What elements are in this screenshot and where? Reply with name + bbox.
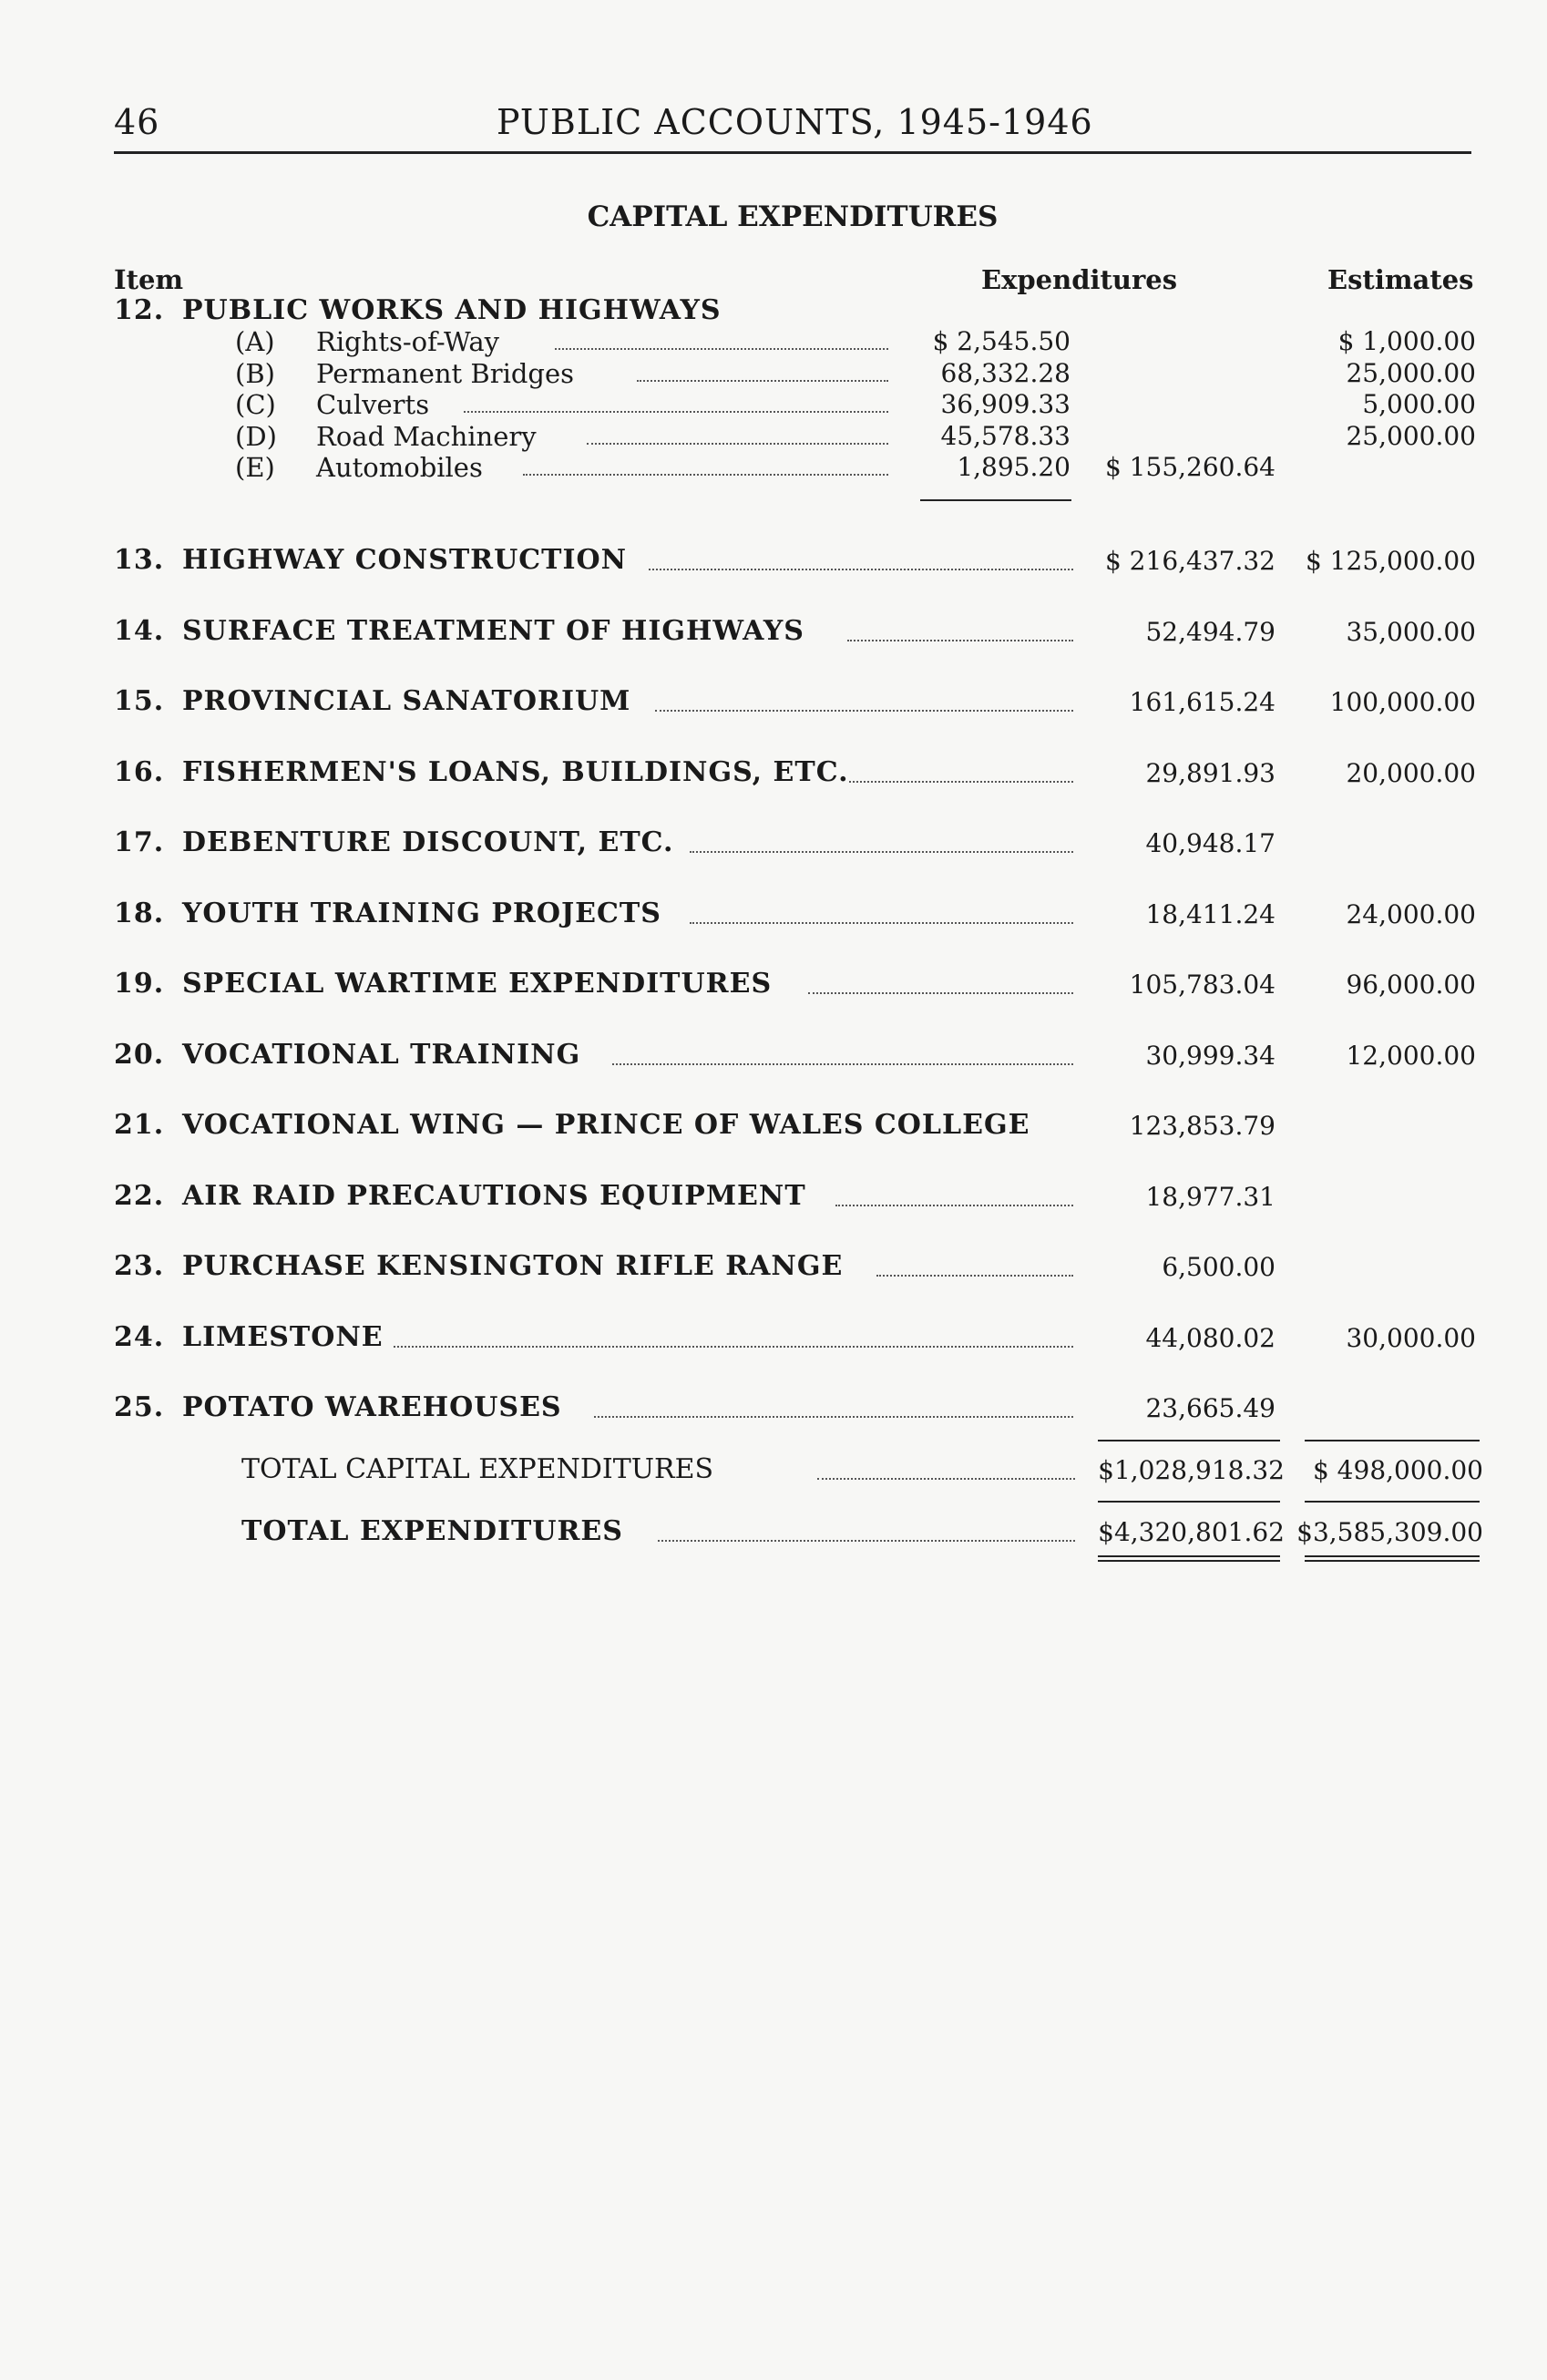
total-all-estimate: $3,585,309.00 — [1296, 1517, 1483, 1547]
total-rule-exp-bottom — [1098, 1560, 1280, 1562]
sub-item-label: Automobiles — [316, 452, 483, 483]
item-estimate: 24,000.00 — [1346, 899, 1476, 929]
item-label: HIGHWAY CONSTRUCTION — [182, 544, 628, 576]
sub-item-letter: (B) — [235, 358, 275, 389]
sub-item-label: Permanent Bridges — [316, 358, 575, 389]
item-number: 25. — [114, 1391, 165, 1423]
leader-dots — [847, 640, 1073, 641]
leader-dots — [690, 922, 1073, 924]
leader-dots — [587, 443, 888, 445]
column-expenditures: Expenditures — [981, 264, 1178, 295]
running-title: PUBLIC ACCOUNTS, 1945-1946 — [497, 102, 1093, 142]
leader-dots — [394, 1346, 1073, 1348]
item-estimate: $ 125,000.00 — [1305, 546, 1476, 576]
sub-item-label: Rights-of-Way — [316, 326, 500, 357]
sub-item-estimate: 5,000.00 — [1362, 389, 1476, 419]
total-rule-exp-mid — [1098, 1501, 1280, 1503]
item-expenditure: 18,411.24 — [1145, 899, 1276, 929]
leader-dots — [637, 380, 888, 382]
item-number: 24. — [114, 1321, 165, 1353]
total-rule-est-top — [1305, 1440, 1480, 1441]
item-number: 23. — [114, 1250, 165, 1282]
item-label: PURCHASE KENSINGTON RIFLE RANGE — [182, 1250, 844, 1282]
leader-dots — [464, 411, 888, 413]
item-label: YOUTH TRAINING PROJECTS — [182, 898, 661, 929]
item-label: POTATO WAREHOUSES — [182, 1391, 562, 1423]
sub-item-total: $ 155,260.64 — [1104, 452, 1276, 482]
page-number: 46 — [114, 102, 160, 142]
sub-item-amount: $ 2,545.50 — [932, 326, 1071, 356]
column-item: Item — [114, 264, 184, 295]
leader-dots — [876, 1275, 1073, 1277]
item-estimate: 35,000.00 — [1346, 617, 1476, 647]
sub-item-amount: 1,895.20 — [957, 452, 1071, 482]
group-heading: PUBLIC WORKS AND HIGHWAYS — [182, 294, 722, 326]
item-label: AIR RAID PRECAUTIONS EQUIPMENT — [182, 1180, 806, 1212]
sub-item-label: Culverts — [316, 389, 430, 420]
subtotal-rule — [920, 499, 1071, 501]
sub-item-estimate: $ 1,000.00 — [1337, 326, 1476, 356]
item-expenditure: 105,783.04 — [1129, 969, 1276, 1000]
sub-item-estimate: 25,000.00 — [1346, 421, 1476, 451]
sub-item-letter: (D) — [235, 421, 277, 452]
leader-dots — [808, 992, 1073, 994]
item-number: 22. — [114, 1180, 165, 1212]
total-rule-est-bottom — [1305, 1555, 1480, 1557]
item-number: 14. — [114, 615, 165, 647]
total-capital-estimate: $ 498,000.00 — [1312, 1455, 1483, 1485]
leader-dots — [658, 1540, 1075, 1542]
leader-dots — [817, 1478, 1075, 1480]
item-expenditure: 52,494.79 — [1145, 617, 1276, 647]
total-capital-expenditure: $1,028,918.32 — [1098, 1455, 1285, 1485]
leader-dots — [594, 1416, 1073, 1418]
leader-dots — [835, 1205, 1073, 1206]
leader-dots — [849, 781, 1073, 783]
item-estimate: 20,000.00 — [1346, 758, 1476, 788]
item-number: 21. — [114, 1109, 165, 1141]
item-expenditure: 40,948.17 — [1145, 828, 1276, 858]
leader-dots — [655, 710, 1073, 712]
item-number: 17. — [114, 826, 165, 858]
item-expenditure: 6,500.00 — [1162, 1252, 1276, 1282]
item-estimate: 96,000.00 — [1346, 969, 1476, 1000]
item-estimate: 100,000.00 — [1329, 687, 1476, 717]
sub-item-letter: (E) — [235, 452, 275, 483]
item-expenditure: 161,615.24 — [1129, 687, 1276, 717]
total-rule-exp-top — [1098, 1440, 1280, 1441]
sub-item-amount: 45,578.33 — [940, 421, 1071, 451]
leader-dots — [612, 1063, 1073, 1065]
item-number: 19. — [114, 968, 165, 1000]
total-capital-label: TOTAL CAPITAL EXPENDITURES — [241, 1453, 714, 1485]
sub-item-letter: (A) — [235, 326, 275, 357]
item-expenditure: $ 216,437.32 — [1104, 546, 1276, 576]
header-rule — [114, 151, 1471, 154]
item-label: LIMESTONE — [182, 1321, 384, 1353]
total-all-label: TOTAL EXPENDITURES — [241, 1515, 623, 1547]
section-title: CAPITAL EXPENDITURES — [587, 200, 999, 233]
item-label: SPECIAL WARTIME EXPENDITURES — [182, 968, 773, 1000]
sub-item-amount: 36,909.33 — [940, 389, 1071, 419]
item-number: 12. — [114, 294, 165, 326]
item-expenditure: 29,891.93 — [1145, 758, 1276, 788]
item-label: FISHERMEN'S LOANS, BUILDINGS, ETC. — [182, 756, 849, 788]
item-estimate: 30,000.00 — [1346, 1323, 1476, 1353]
leader-dots — [649, 569, 1073, 570]
item-label: VOCATIONAL TRAINING — [182, 1039, 581, 1071]
item-label: DEBENTURE DISCOUNT, ETC. — [182, 826, 674, 858]
item-number: 18. — [114, 898, 165, 929]
total-all-expenditure: $4,320,801.62 — [1098, 1517, 1285, 1547]
leader-dots — [555, 348, 888, 350]
item-expenditure: 18,977.31 — [1145, 1182, 1276, 1212]
total-rule-exp-bottom — [1098, 1555, 1280, 1557]
sub-item-amount: 68,332.28 — [940, 358, 1071, 388]
column-estimates: Estimates — [1327, 264, 1474, 295]
item-number: 20. — [114, 1039, 165, 1071]
item-expenditure: 23,665.49 — [1145, 1393, 1276, 1423]
total-rule-est-mid — [1305, 1501, 1480, 1503]
sub-item-label: Road Machinery — [316, 421, 537, 452]
leader-dots — [690, 851, 1073, 853]
sub-item-estimate: 25,000.00 — [1346, 358, 1476, 388]
item-expenditure: 30,999.34 — [1145, 1041, 1276, 1071]
item-expenditure: 44,080.02 — [1145, 1323, 1276, 1353]
item-number: 15. — [114, 685, 165, 717]
item-estimate: 12,000.00 — [1346, 1041, 1476, 1071]
item-label: PROVINCIAL SANATORIUM — [182, 685, 631, 717]
item-expenditure: 123,853.79 — [1129, 1111, 1276, 1141]
total-rule-est-bottom — [1305, 1560, 1480, 1562]
item-number: 16. — [114, 756, 165, 788]
item-label: SURFACE TREATMENT OF HIGHWAYS — [182, 615, 804, 647]
item-number: 13. — [114, 544, 165, 576]
leader-dots — [523, 474, 888, 476]
item-label: VOCATIONAL WING — PRINCE OF WALES COLLEGE — [182, 1109, 1030, 1141]
sub-item-letter: (C) — [235, 389, 276, 420]
